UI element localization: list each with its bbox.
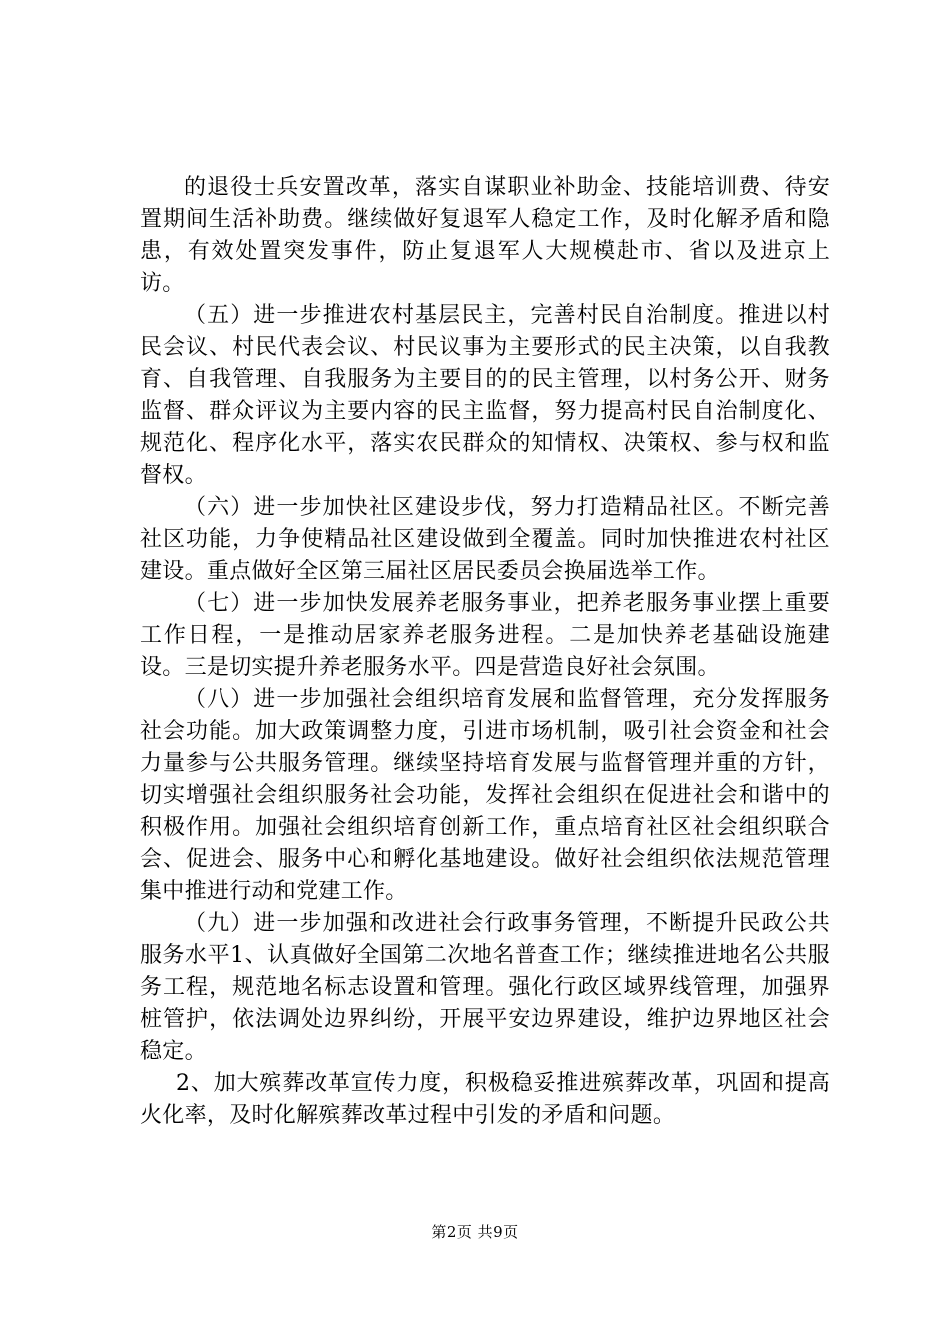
paragraph-section-5: （五）进一步推进农村基层民主，完善村民自治制度。推进以村民会议、村民代表会议、村民议事为主要形式的民主决策，以自我教育、自我管理、自我服务为主要目的的民主管理，以村务公开、财务监督、群众评议为主要内容的民主监督，努力提高村民自治制度化、规范化、程序化水平，落实农民群众的知情权、决策权、参与权和监督权。 [140, 303, 830, 488]
paragraph-section-7: （七）进一步加快发展养老服务事业，把养老服务事业摆上重要工作日程，一是推动居家养老服务进程。二是加快养老基础设施建设。三是切实提升养老服务水平。四是营造良好社会氛围。 [140, 591, 830, 680]
paragraph-section-6: （六）进一步加快社区建设步伐，努力打造精品社区。不断完善社区功能，力争使精品社区建设做到全覆盖。同时加快推进农村社区建设。重点做好全区第三届社区居民委员会换届选举工作。 [140, 495, 830, 584]
paragraph-section-8: （八）进一步加强社会组织培育发展和监督管理，充分发挥服务社会功能。加大政策调整力度，引进市场机制，吸引社会资金和社会力量参与公共服务管理。继续坚持培育发展与监督管理并重的方针，切实增强社会组织服务社会功能，发挥社会组织在促进社会和谐中的积极作用。加强社会组织培育创新工作，重点培育社区社会组织联合会、促进会、服务中心和孵化基地建设。做好社会组织依法规范管理集中推进行动和党建工作。 [140, 687, 830, 904]
page-footer: 第2页 共9页 [431, 1223, 519, 1241]
paragraph-section-9: （九）进一步加强和改进社会行政事务管理，不断提升民政公共服务水平1、认真做好全国第二次地名普查工作；继续推进地名公共服务工程，规范地名标志设置和管理。强化行政区域界线管理，加强界桩管护，依法调处边界纠纷，开展平安边界建设，维护边界地区社会稳定。 [140, 911, 830, 1064]
paragraph-item-2: 2、加大殡葬改革宣传力度，积极稳妥推进殡葬改革，巩固和提高火化率，及时化解殡葬改革过程中引发的矛盾和问题。 [140, 1071, 830, 1128]
paragraph-continuation: 的退役士兵安置改革，落实自谋职业补助金、技能培训费、待安置期间生活补助费。继续做好复退军人稳定工作，及时化解矛盾和隐患，有效处置突发事件，防止复退军人大规模赴市、省以及进京上访。 [140, 175, 830, 296]
document-body [140, 172, 830, 1132]
